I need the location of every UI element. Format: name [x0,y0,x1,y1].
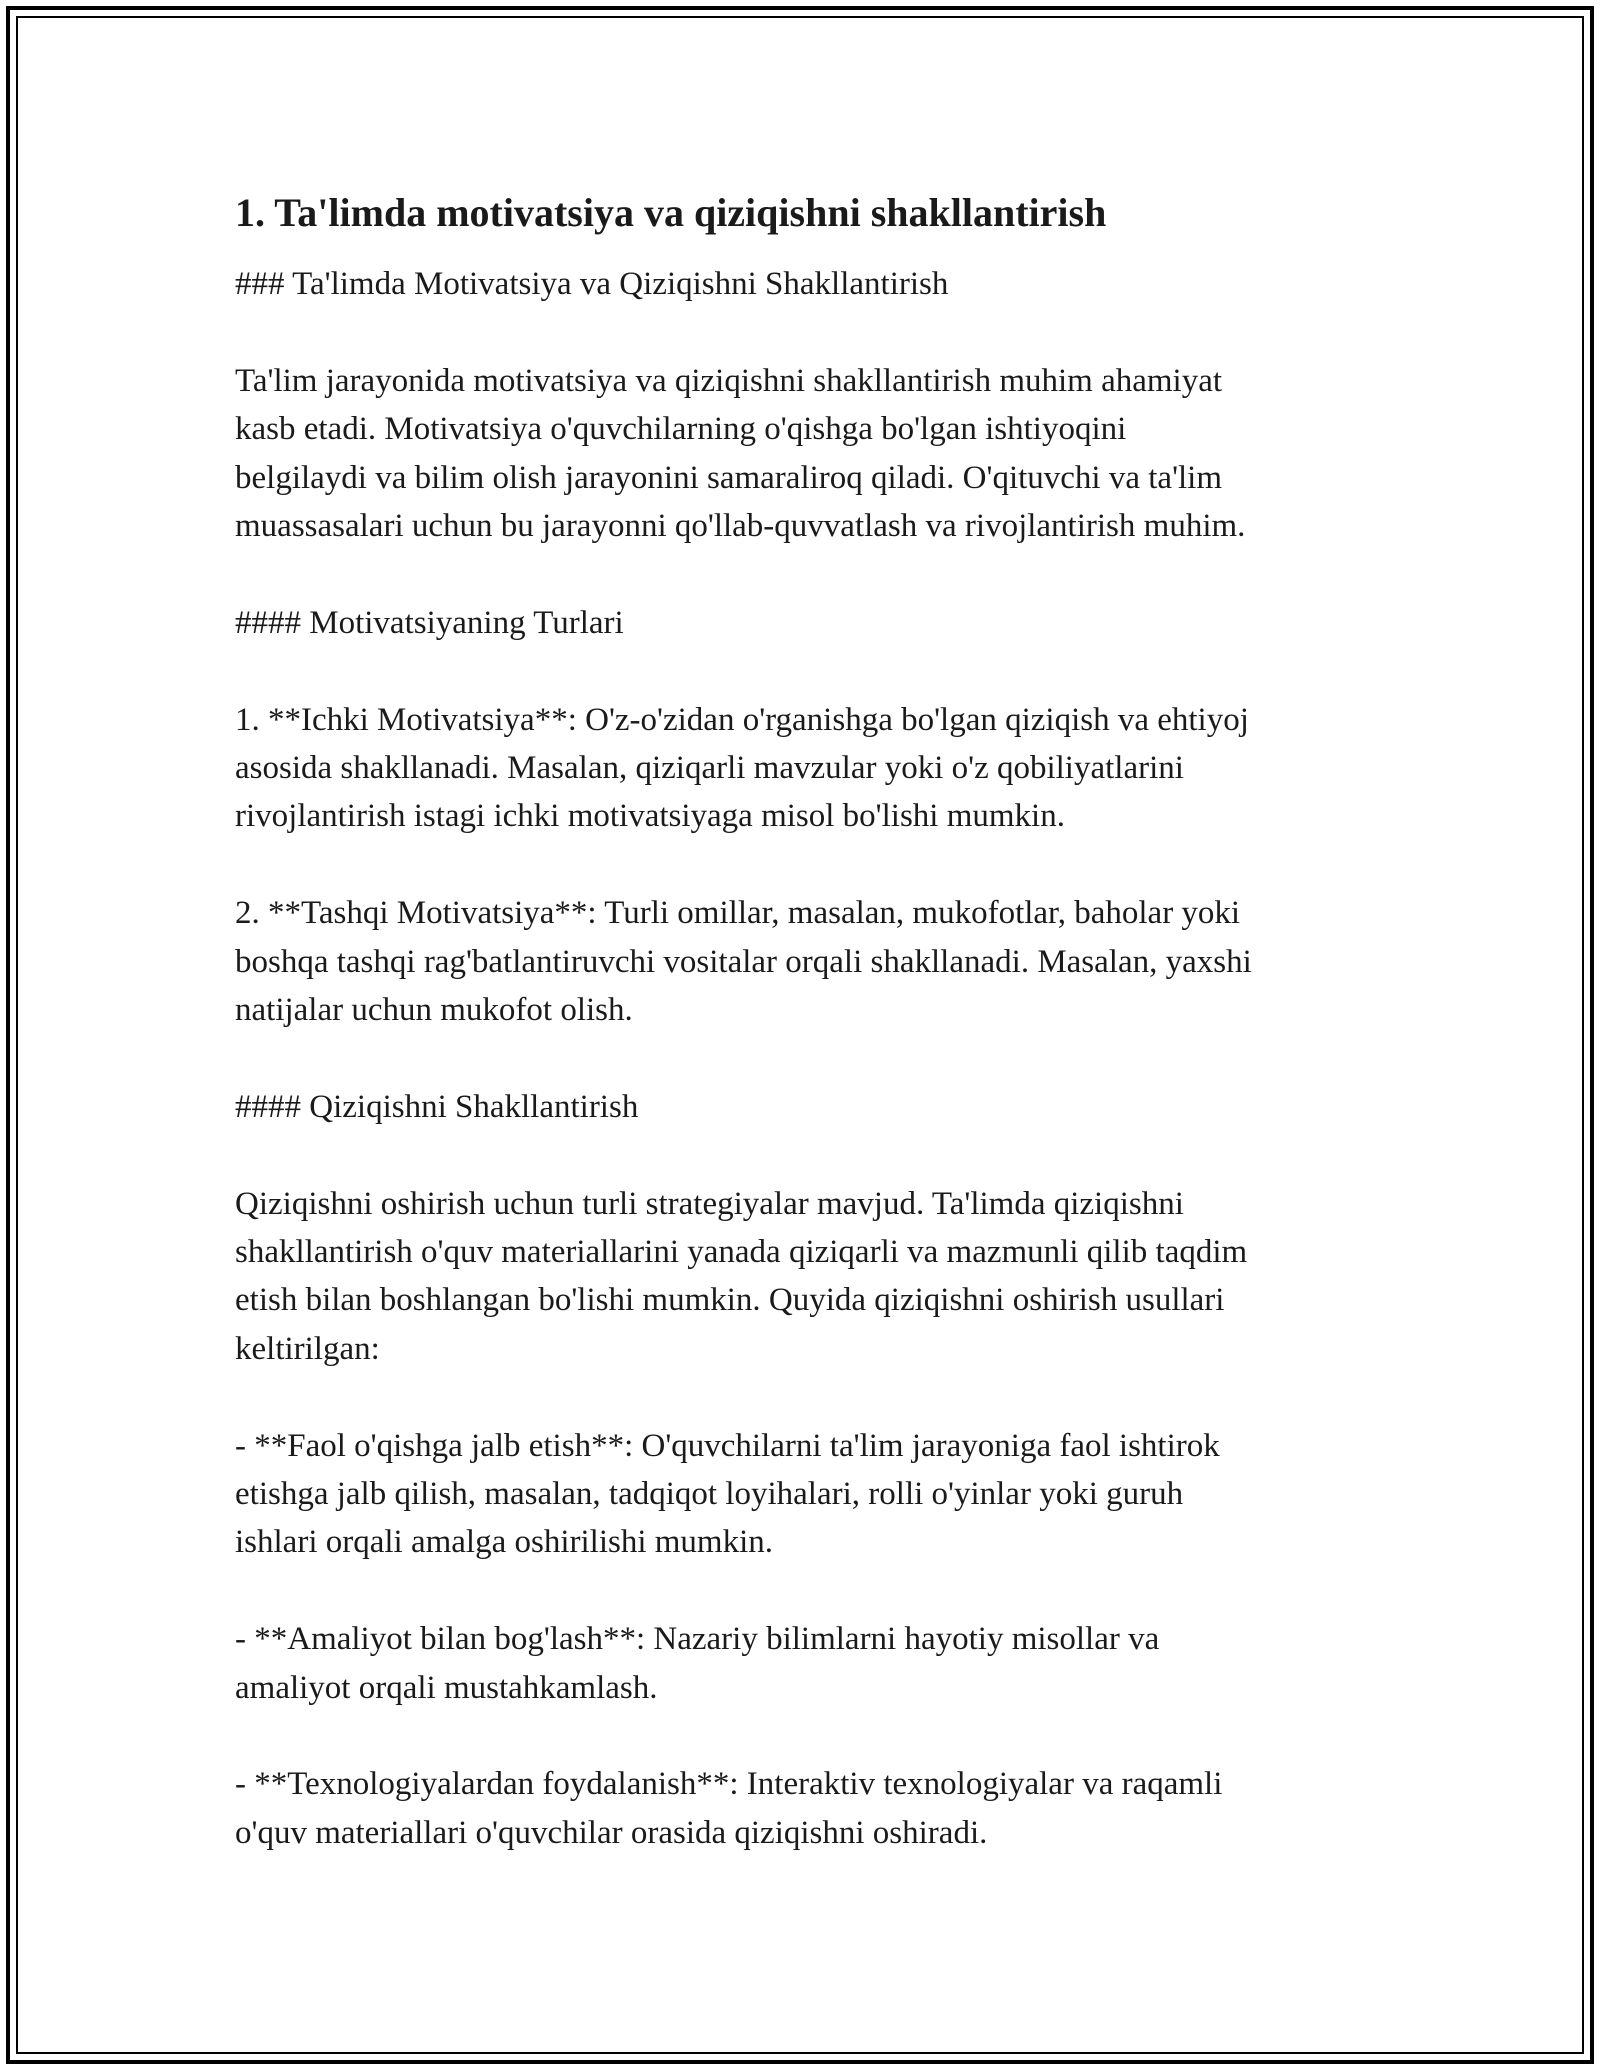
text-line: asosida shakllanadi. Masalan, qiziqarli mavzular yoki o'z qobiliyatlarini [235,750,1184,787]
subtitle-heading [235,260,1385,308]
list-item-ichki [235,696,1385,841]
text-line: amaliyot orqali mustahkamlash. [235,1669,658,1706]
text-line: 1. **Ichki Motivatsiya**: O'z-o'zidan o'rganishga bo'lgan qiziqish va ehtiyoj [235,701,1249,738]
text-line: ishlari orqali amalga oshirilishi mumkin. [235,1524,774,1561]
text-line: #### Motivatsiyaning Turlari [235,604,624,641]
text-line: etishga jalb qilish, masalan, tadqiqot loyihalari, rolli o'yinlar yoki guruh [235,1476,1184,1513]
text-line: kasb etadi. Motivatsiya o'quvchilarning o'qishga bo'lgan ishtiyoqini [235,411,1127,448]
text-line: - **Faol o'qishga jalb etish**: O'quvchilarni ta'lim jarayoniga faol ishtirok [235,1427,1220,1464]
text-line: 2. **Tashqi Motivatsiya**: Turli omillar, masalan, mukofotlar, baholar yoki [235,895,1241,932]
document-blocks [235,260,1385,1857]
document-body [235,186,1385,1906]
text-line: muassasalari uchun bu jarayonni qo'llab-quvvatlash va rivojlantirish muhim. [235,508,1246,545]
text-line: Qiziqishni oshirish uchun turli strategiyalar mavjud. Ta'limda qiziqishni [235,1185,1184,1222]
page-title: 1. Ta'limda motivatsiya va qiziqishni shakllantirish [235,190,1107,235]
text-line: belgilaydi va bilim olish jarayonini samaraliroq qiladi. O'qituvchi va ta'lim [235,459,1223,496]
text-line: o'quv materiallari o'quvchilar orasida qiziqishni oshiradi. [235,1814,988,1851]
bullet-texnologiya [235,1760,1385,1857]
text-line: - **Texnologiyalardan foydalanish**: Interaktiv texnologiyalar va raqamli [235,1766,1223,1803]
text-line: etish bilan boshlangan bo'lishi mumkin. Quyida qiziqishni oshirish usullari [235,1282,1225,1319]
qiziqish-paragraph [235,1180,1385,1374]
text-line: keltirilgan: [235,1330,380,1367]
text-line: #### Qiziqishni Shakllantirish [235,1088,639,1125]
intro-paragraph [235,357,1385,551]
bullet-amaliyot [235,1615,1385,1712]
bullet-faol [235,1422,1385,1567]
section-heading-qiziqish [235,1083,1385,1131]
list-item-tashqi [235,889,1385,1034]
text-line: shakllantirish o'quv materiallarini yanada qiziqarli va mazmunli qilib taqdim [235,1234,1248,1271]
text-line: rivojlantirish istagi ichki motivatsiyaga misol bo'lishi mumkin. [235,798,1065,835]
text-line: ### Ta'limda Motivatsiya va Qiziqishni Shakllantirish [235,266,949,302]
text-line: Ta'lim jarayonida motivatsiya va qiziqishni shakllantirish muhim ahamiyat [235,362,1223,399]
section-heading-turlari [235,599,1385,647]
text-line: - **Amaliyot bilan bog'lash**: Nazariy bilimlarni hayotiy misollar va [235,1621,1160,1658]
text-line: boshqa tashqi rag'batlantiruvchi vositalar orqali shakllanadi. Masalan, yaxshi [235,943,1252,980]
text-line: natijalar uchun mukofot olish. [235,992,633,1029]
